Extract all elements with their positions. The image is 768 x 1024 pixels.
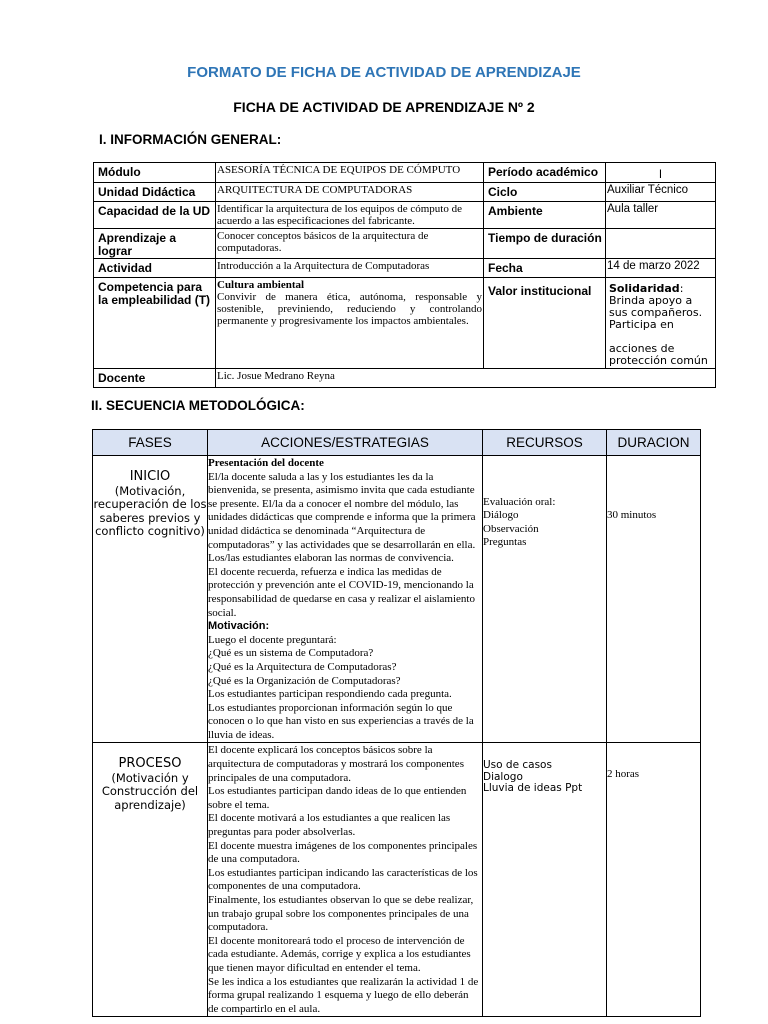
- fase-inicio: [93, 456, 208, 743]
- proceso-line: Los estudiantes participan dando ideas de lo que entienden sobre el tema.: [208, 785, 467, 811]
- acciones-inicio: [208, 456, 483, 743]
- methodological-sequence-table: [92, 429, 701, 1017]
- periodo-label: Período académico: [484, 163, 606, 183]
- recurso-item: Diálogo: [483, 509, 519, 522]
- valor-value: Solidaridad: Brinda apoyo a sus compañeros. Participa en acciones de protección común: [606, 278, 716, 369]
- valor-line-1: Brinda apoyo a sus compañeros.: [609, 294, 703, 319]
- fase-inicio-name: INICIO: [129, 469, 171, 484]
- motivacion-line: Los estudiantes participan respondiendo cada pregunta.: [208, 688, 452, 701]
- actividad-label: Actividad: [94, 259, 216, 278]
- recurso-item: Preguntas: [483, 536, 527, 549]
- recurso-item: Observación: [483, 522, 539, 535]
- fase-inicio-desc: (Motivación, recuperación de los saberes previos y conflicto cognitivo): [93, 483, 207, 538]
- modulo-label: Módulo: [94, 163, 216, 183]
- tiempo-value: [606, 229, 716, 259]
- recurso-item: Uso de casos: [483, 759, 552, 772]
- motivacion-line: Luego el docente preguntará:: [208, 633, 337, 646]
- tiempo-label: Tiempo de duración: [484, 229, 606, 259]
- header-fases: FASES: [93, 430, 208, 456]
- ciclo-value: Auxiliar Técnico: [606, 183, 716, 202]
- recursos-inicio: [483, 456, 607, 743]
- proceso-line: Los estudiantes participan indicando las características de los componentes de una computadora.: [208, 866, 478, 893]
- info-row-competencia: [94, 278, 716, 369]
- section-sequence-title: II. SECUENCIA METODOLÓGICA:: [91, 398, 305, 413]
- docente-value: Lic. Josue Medrano Reyna: [216, 369, 716, 388]
- competencia-text: Convivir de manera ética, autónoma, responsable y sostenible, previniendo, reduciendo y controlando permanente y progresivamente los impactos ambientales.: [217, 291, 482, 327]
- fase-proceso: [93, 743, 208, 1017]
- section-general-info-title: I. INFORMACIÓN GENERAL:: [99, 132, 282, 147]
- presentacion-line: El/la docente saluda a las y los estudiantes les da la bienvenida, se presenta, asimismo invita que cada estudiante se presente. El/la da a conocer el nombre del módulo, las unidades didácticas que comprende e informa que la primera unidad didáctica se denominada “Arquitectura de computadoras” y las actividades que se desarrollarán en ella.: [208, 470, 476, 551]
- sequence-header-row: [93, 430, 701, 456]
- sequence-row-inicio: [93, 456, 701, 743]
- sequence-row-proceso: [93, 743, 701, 1017]
- capacidad-label: Capacidad de la UD: [94, 202, 216, 229]
- proceso-line: El docente muestra imágenes de los componentes principales de una computadora.: [208, 839, 478, 866]
- fase-proceso-name: PROCESO: [118, 756, 182, 772]
- info-row-aprendizaje: [94, 229, 716, 259]
- ambiente-label: Ambiente: [484, 202, 606, 229]
- proceso-line: El docente motivará a los estudiantes a que realicen las preguntas para poder absolverlas.: [208, 812, 451, 839]
- info-row-modulo: [94, 163, 716, 183]
- unidad-label: Unidad Didáctica: [94, 183, 216, 202]
- document-subtitle: FICHA DE ACTIVIDAD DE APRENDIZAJE Nº 2: [233, 99, 535, 115]
- document-title: FORMATO DE FICHA DE ACTIVIDAD DE APRENDIZAJE: [187, 64, 581, 81]
- presentacion-line: Los/las estudiantes elaboran las normas de convivencia.: [208, 552, 454, 565]
- presentacion-line: El docente recuerda, refuerza e indica las medidas de protección y prevención ante el COVID-19, mencionando la responsabilidad de quedarse en casa y realizar el aislamiento social.: [208, 565, 475, 619]
- fecha-label: Fecha: [484, 259, 606, 278]
- info-row-capacidad: [94, 202, 716, 229]
- motivacion-line: Los estudiantes proporcionan información según lo que conocen o lo que han visto en sus experiencias a través de la lluvia de ideas.: [208, 701, 474, 741]
- fase-proceso-desc: (Motivación y Construcción del aprendizaje): [101, 770, 199, 812]
- general-info-table: [93, 162, 716, 388]
- docente-label: Docente: [94, 369, 216, 388]
- valor-label: Valor institucional: [484, 278, 606, 369]
- ambiente-value: Aula taller: [606, 202, 716, 229]
- motivacion-line: ¿Qué es la Organización de Computadoras?: [208, 674, 401, 687]
- aprendizaje-label: Aprendizaje a lograr: [94, 229, 216, 259]
- valor-line-3: acciones de protección común: [609, 342, 708, 367]
- unidad-value: ARQUITECTURA DE COMPUTADORAS: [216, 183, 484, 202]
- motivacion-line: ¿Qué es un sistema de Computadora?: [208, 647, 374, 660]
- periodo-value: I: [606, 163, 716, 183]
- proceso-line: El docente monitoreará todo el proceso de intervención de cada estudiante. Además, corrige y explica a los estudiantes que tienen mayor dificultad en entender el tema.: [208, 934, 471, 974]
- recurso-item: Evaluación oral:: [483, 496, 556, 508]
- capacidad-value: Identificar la arquitectura de los equipos de cómputo de acuerdo a las especificaciones del fabricante.: [216, 202, 484, 229]
- recurso-item: Dialogo: [483, 770, 523, 783]
- duracion-inicio: 30 minutos: [607, 456, 701, 743]
- header-acciones: ACCIONES/ESTRATEGIAS: [208, 430, 483, 456]
- competencia-label: Competencia para la empleabilidad (T): [94, 278, 216, 369]
- proceso-line: Se les indica a los estudiantes que realizarán la actividad 1 de forma grupal realizando 1 esquema y luego de ello deberán de compartirlo en el aula.: [208, 975, 479, 1015]
- acciones-proceso: [208, 743, 483, 1017]
- info-row-actividad: [94, 259, 716, 278]
- valor-title: Solidaridad: [609, 282, 680, 295]
- aprendizaje-value: Conocer conceptos básicos de la arquitectura de computadoras.: [216, 229, 484, 259]
- proceso-line: Finalmente, los estudiantes observan lo que se debe realizar, un trabajo grupal sobre los componentes principales de una computadora.: [208, 894, 474, 934]
- fecha-value: 14 de marzo 2022: [606, 259, 716, 278]
- motivacion-line: ¿Qué es la Arquitectura de Computadoras?: [208, 660, 397, 673]
- actividad-value: Introducción a la Arquitectura de Computadoras: [216, 259, 484, 278]
- info-row-unidad: [94, 183, 716, 202]
- recurso-item: Lluvia de ideas Ppt: [483, 782, 583, 795]
- competencia-value: [216, 278, 484, 369]
- header-recursos: RECURSOS: [483, 430, 607, 456]
- info-row-docente: [94, 369, 716, 388]
- proceso-line: El docente explicará los conceptos básicos sobre la arquitectura de computadoras y mostrará los componentes principales de una computadora.: [208, 744, 464, 784]
- valor-line-2: Participa en: [609, 318, 674, 331]
- competencia-title: Cultura ambiental: [217, 279, 305, 291]
- header-duracion: DURACION: [607, 430, 701, 456]
- motivacion-title: Motivación:: [208, 620, 270, 633]
- recursos-proceso: [483, 743, 607, 1017]
- presentacion-title: Presentación del docente: [208, 457, 324, 469]
- modulo-value: ASESORÍA TÉCNICA DE EQUIPOS DE CÓMPUTO: [216, 163, 484, 183]
- ciclo-label: Ciclo: [484, 183, 606, 202]
- duracion-proceso: 2 horas: [607, 743, 701, 1017]
